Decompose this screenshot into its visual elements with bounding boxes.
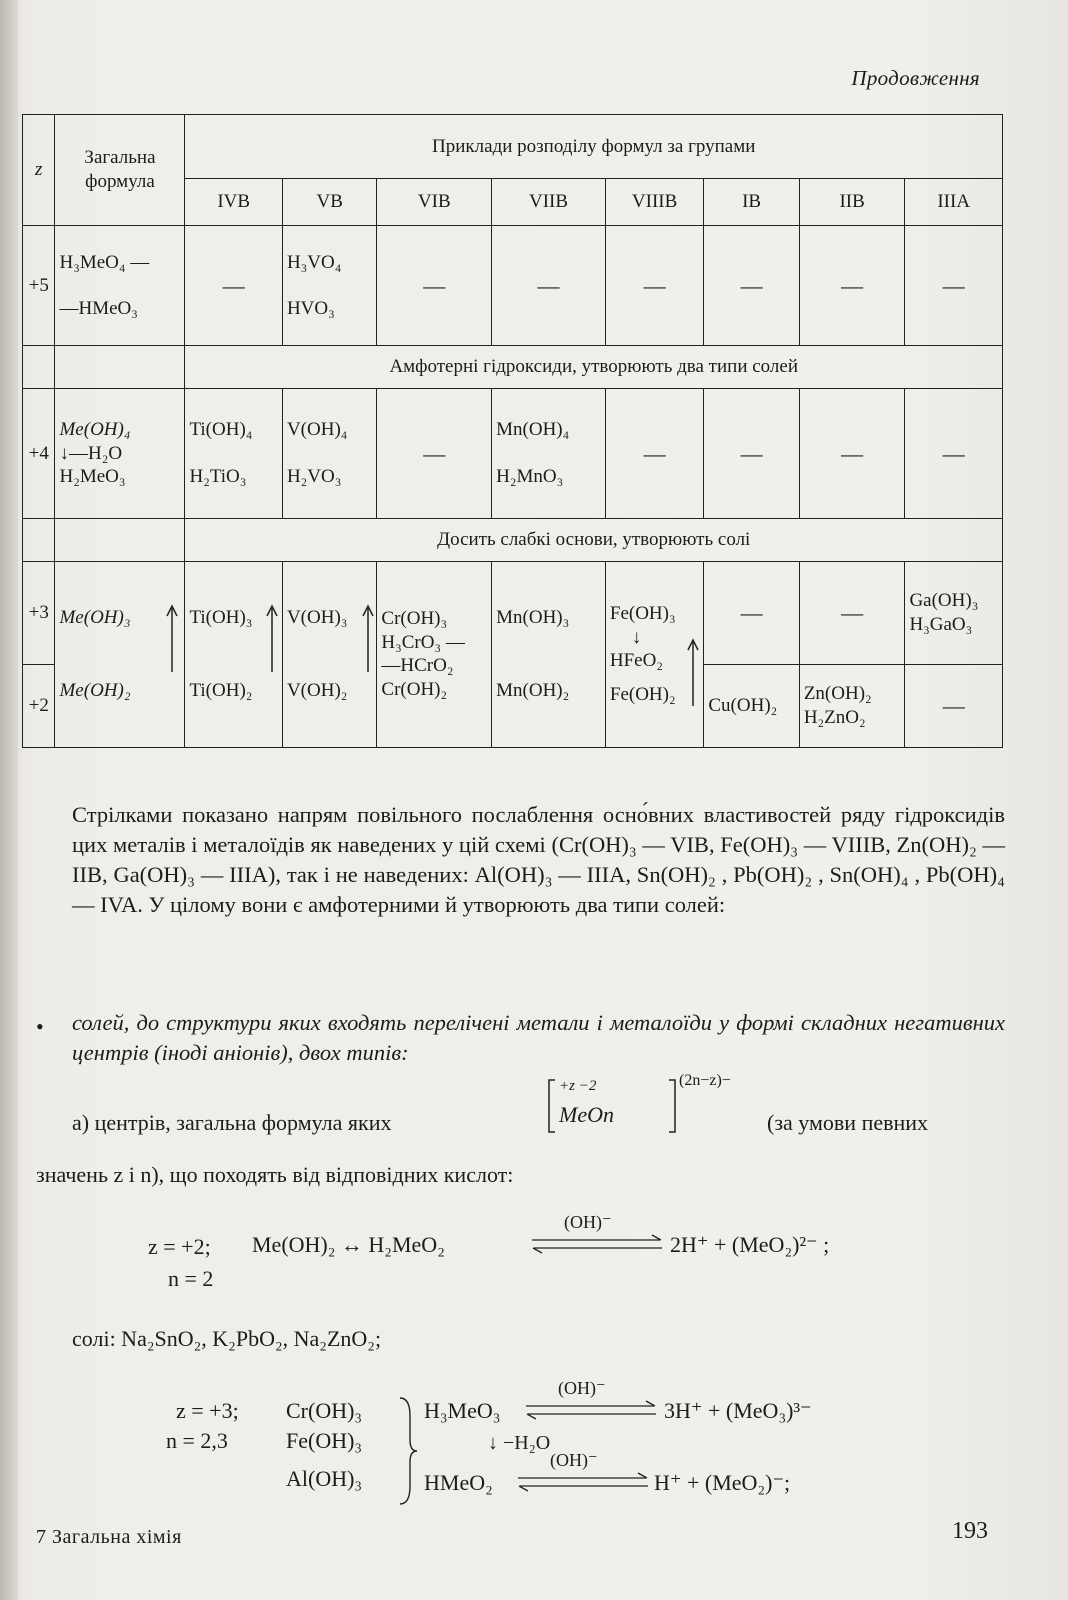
formula-line: H₂MnO₃ [496,466,564,488]
formula-line: Me(OH)₄ [59,418,131,440]
arrow-label: (OH)⁻ [564,1212,612,1232]
formula-line: Ti(OH)₂ [189,680,253,702]
groups-table [22,114,1003,748]
groups-title: Приклади розподілу формул за групами [185,115,1003,179]
up-arrow-icon [687,638,699,708]
eq2-arrow-top [522,1378,660,1424]
formula-line: Ti(OH)₄ [189,418,253,440]
arrow-label: (OH)⁻ [558,1378,606,1398]
dash-cell: — [799,388,905,518]
eq2-n: n = 2,3 [166,1428,228,1453]
eq1-n: n = 2 [168,1266,214,1291]
continued-label: Продовження [851,66,980,90]
eq2-rhs2: H⁺ + (MeO₂)⁻; [654,1470,791,1495]
group-viiib: VIIIB [605,179,704,226]
formula-line: ↓—H₂O [59,442,123,464]
dash-cell: — [799,561,905,664]
vib-cell [377,561,492,747]
formula-line: H₃VO₄ [286,251,342,273]
group-viib: VIIB [492,179,606,226]
formula-blank [55,345,185,388]
dash-cell: — [605,388,704,518]
viib-cell [492,388,606,518]
ivb-cell [185,388,282,518]
page-edge [0,0,18,1600]
arrow-label: (OH)⁻ [550,1450,598,1470]
paragraph-main: Стрілками показано напрям повільного послаблення осно́вних властивостей ряду гідроксидів цих металів і металоїдів як наведених у цій схемі (Cr(OH)₃ — VIB, Fe(OH)₃ — VIIIB, Zn(OH)₂ — IIB, Ga(OH)₃ — IIIA), так і не наведених: Al(OH)₃ — IIIA, Sn(OH)₂ , Pb(OH)₂ , Sn(OH)₄ , Pb(OH)₄ — IVA. У цілому вони є амфотерними й утворюють два типи солей: [72,802,1005,917]
dash-cell: — [704,561,799,664]
up-arrow-icon [166,604,178,674]
iib-cell [799,664,905,747]
group-iib: IIB [799,179,905,226]
formula-line: ↓ [631,626,642,648]
z-blank [23,345,55,388]
formula-cell [55,226,185,346]
formula-line: H₃CrO₃ — [381,631,465,653]
item-a-end: (за умови певних [767,1110,929,1135]
dash-cell: — [799,226,905,346]
row-z3 [23,561,1003,664]
z-blank [23,519,55,562]
eq2-mid: ↓ −H₂O [488,1432,551,1454]
bullet-mark: • [36,1014,44,1039]
z-value: +2 [23,664,55,747]
footer-chapter: 7 Загальна хімія [36,1526,182,1548]
dash-cell: — [905,664,1003,747]
formula-line: Cr(OH)₃ [381,607,448,629]
vb-cell [282,561,376,747]
formula-line: Mn(OH)₃ [496,606,570,628]
formula-charges: +z −2 [559,1078,597,1094]
dash-cell: — [905,226,1003,346]
formula-line: —HCrO₂ [381,655,454,677]
eq2-metal: Cr(OH)₃ [286,1398,363,1423]
formula-line: Fe(OH)₃ [609,602,676,624]
formula-line: Ti(OH)₃ [189,606,253,628]
eq1-z: z = +2; [148,1234,211,1259]
group-ib: IB [704,179,799,226]
dash-cell: — [492,226,606,346]
group-vb: VB [282,179,376,226]
z-value: +5 [23,226,55,346]
row-z4 [23,388,1003,518]
formula-line: Me(OH)₃ [59,606,131,628]
eq2-metal: Fe(OH)₃ [286,1428,363,1453]
formula-line: V(OH)₂ [286,680,348,702]
z-value: +4 [23,388,55,518]
formula-line: Me(OH)₂ [59,680,131,702]
brace-icon [398,1396,418,1506]
dash-cell: — [605,226,704,346]
z-value: +3 [23,561,55,664]
row-z5 [23,226,1003,346]
formula-line: HFeO₂ [609,650,663,672]
eq2-rhs1: 3H⁺ + (MeO₃)³⁻ [664,1398,812,1423]
vb-cell [282,388,376,518]
formula-line: Mn(OH)₄ [496,418,570,440]
formula-line: HVO₃ [286,297,335,319]
dash-cell: — [704,388,799,518]
eq1-rhs: 2H⁺ + (MeO₂)²⁻ ; [670,1232,830,1257]
formula-line: H₂MeO₃ [59,466,126,488]
dash-cell: — [704,226,799,346]
general-formula [545,1072,745,1138]
formula-line: Cr(OH)₂ [381,679,448,701]
eq2-z: z = +3; [176,1398,239,1423]
formula-line: H₂TiO₃ [189,466,247,488]
col-formula-header: Загальна формула [55,115,185,226]
dash-cell: — [905,388,1003,518]
equilibrium-arrow-icon [514,1470,652,1500]
equilibrium-arrow-icon [522,1398,660,1428]
eq2-metal: Al(OH)₃ [286,1466,363,1491]
formula-line: V(OH)₃ [286,606,348,628]
formula-line: H₂ZnO₂ [803,706,866,728]
col-z-header: z [23,115,55,226]
salts-line: солі: Na₂SnO₂, K₂PbO₂, Na₂ZnO₂; [72,1326,382,1351]
weak-bases-title: Досить слабкі основи, утворюють солі [185,519,1003,562]
formula-line: —HMeO₃ [59,297,138,319]
formula-line: H₂VO₃ [286,466,342,488]
formula-core: MeOn [559,1102,614,1127]
formula-superscript: (2n−z)− [679,1072,731,1089]
ivb-cell [185,561,282,747]
dash-cell: — [185,226,282,346]
viiib-cell [605,561,704,747]
up-arrow-icon [266,604,278,674]
formula-line: Mn(OH)₂ [496,680,570,702]
iiia-cell [905,561,1003,664]
eq1-arrow [528,1212,666,1258]
equilibrium-arrow-icon [528,1232,666,1262]
dash-cell: — [377,388,492,518]
formula-line: V(OH)₄ [286,418,348,440]
formula-line: H₃MeO₄ — [59,251,150,273]
amphoteric-title: Амфотерні гідроксиди, утворюють два типи солей [185,345,1003,388]
viib-cell [492,561,606,747]
formula-cell [55,561,185,747]
formula-line: Zn(OH)₂ [803,683,872,705]
group-vib: VIB [377,179,492,226]
up-arrow-icon [362,604,374,674]
formula-line: Fe(OH)₂ [609,684,676,706]
eq2-acid1: H₃MeO₃ [424,1398,501,1423]
group-ivb: IVB [185,179,282,226]
item-a-cont: значень z і n), що походять від відповідних кислот: [36,1162,514,1187]
dash-cell: — [377,226,492,346]
ib-cell: Cu(OH)₂ [704,664,799,747]
eq2-arrow-bottom [514,1450,652,1496]
formula-line: H₃GaO₃ [909,613,973,635]
vb-cell [282,226,376,346]
group-iiia: IIIA [905,179,1003,226]
formula-line: Ga(OH)₃ [909,589,979,611]
formula-blank [55,519,185,562]
item-a-start: а) центрів, загальна формула яких [72,1110,392,1135]
page-number: 193 [952,1518,988,1544]
formula-cell [55,388,185,518]
bullet-text: солей, до структури яких входять перелічені метали і металоїди у формі складних негативних центрів (іноді аніонів), двох типів: [72,1010,1005,1065]
eq2-acid2: HMeO₂ [424,1470,493,1495]
eq1-lhs: Me(OH)₂ ↔ H₂MeO₂ [252,1232,445,1257]
